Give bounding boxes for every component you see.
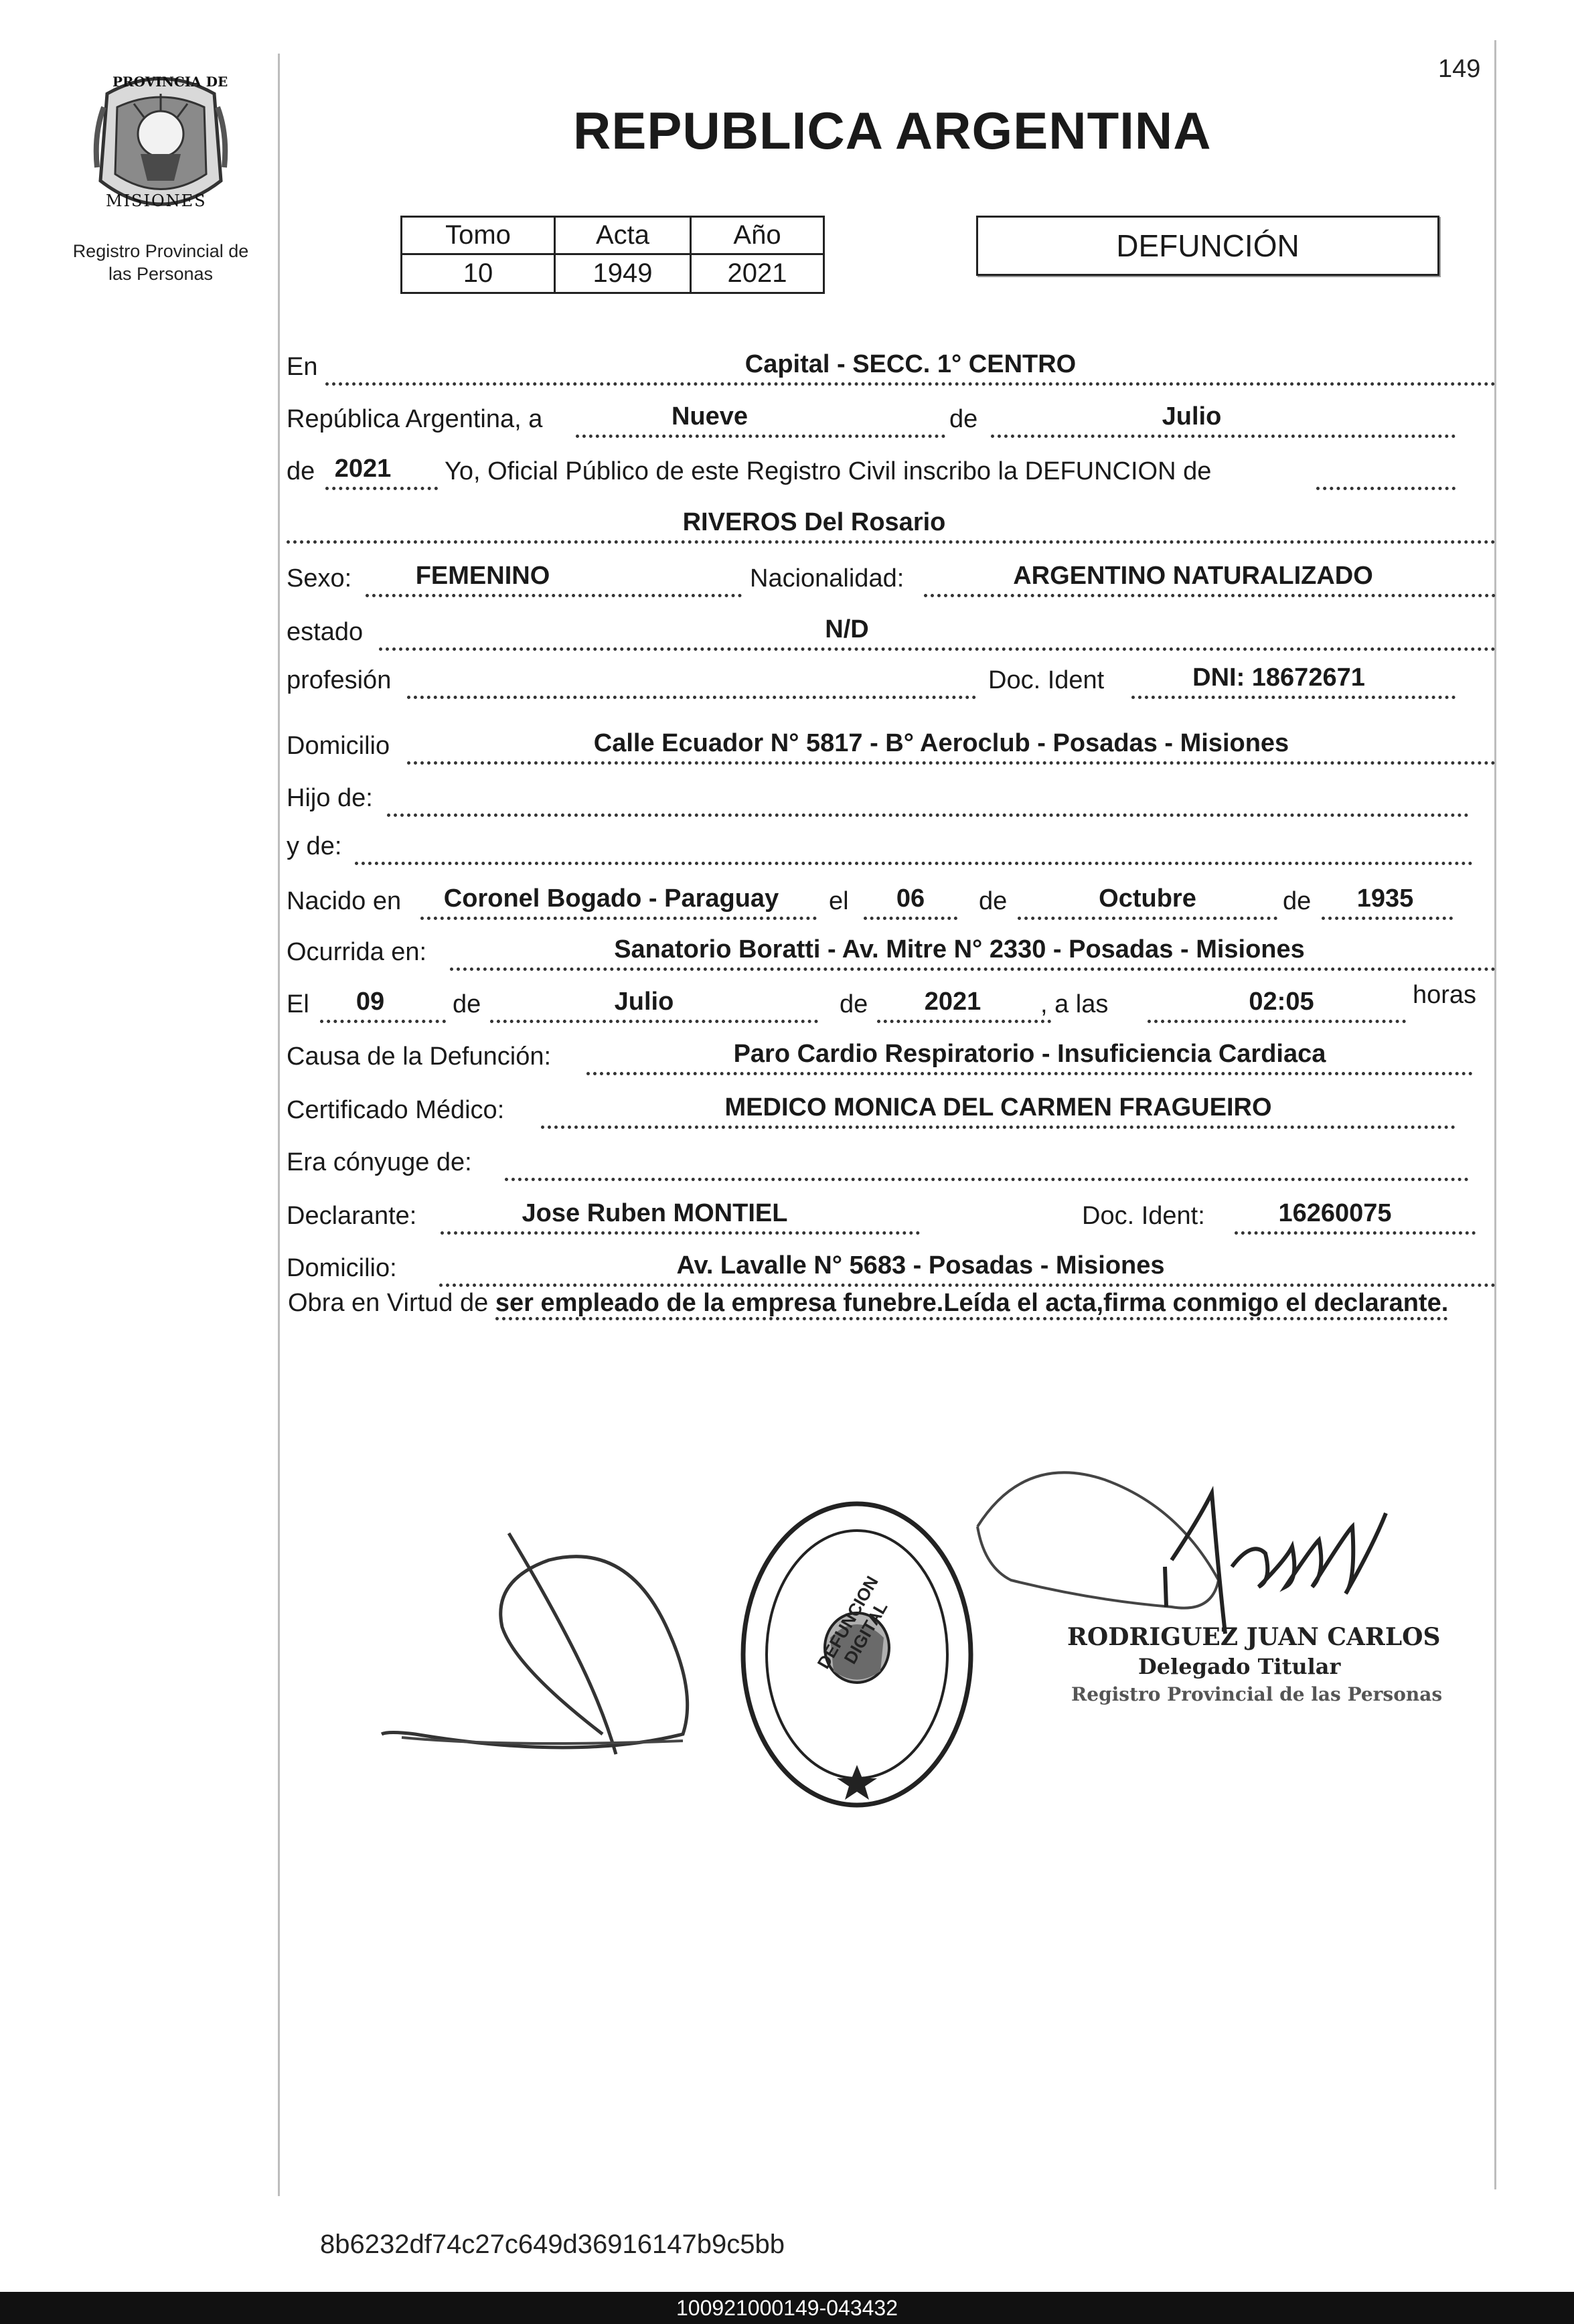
anio-header: Año [691,217,824,254]
birth-de2-label: de [1283,887,1312,915]
page-number: 149 [1438,55,1481,83]
acta-value: 1949 [555,254,691,293]
month-word: Julio [1162,402,1222,431]
declarante-value: Jose Ruben MONTIEL [522,1199,788,1227]
death-time: 02:05 [1249,988,1314,1016]
officer-role: Delegado Titular [1138,1654,1341,1679]
horas-label: horas [1413,981,1477,1009]
birth-year: 1935 [1356,884,1414,913]
declarante-dom-label: Domicilio: [287,1254,397,1282]
row-y-de [287,825,1496,866]
officer-office: Registro Provincial de las Personas [1071,1683,1443,1705]
officer-name: RODRIGUEZ JUAN CARLOS [1067,1623,1441,1651]
registry-label-line2: las Personas [108,264,214,284]
certificado-value: MEDICO MONICA DEL CARMEN FRAGUEIRO [724,1093,1272,1121]
acta-header: Acta [555,217,691,254]
tomo-header: Tomo [402,217,555,254]
death-day: 09 [356,988,385,1016]
de-label: de [949,405,978,433]
seal-inner-text: DEFUNCION DIGITAL [813,1572,892,1673]
y-de-dots [355,862,1473,865]
doc-ident-label: Doc. Ident [988,666,1105,694]
certificado-label: Certificado Médico: [287,1096,505,1124]
row-estado [287,611,1496,652]
row-certificado [287,1089,1496,1130]
ocurrida-label: Ocurrida en: [287,938,427,966]
page-title: REPUBLICA ARGENTINA [573,101,1212,160]
row-ocurrida [287,931,1496,972]
doc-ident-value: DNI: 18672671 [1192,664,1365,692]
declarante-dots [441,1231,920,1235]
registry-label [40,240,281,285]
death-time-dots [1148,1020,1406,1023]
document-hash: 8b6232df74c27c649d36916147b9c5bb [320,2230,785,2259]
name-dots [287,540,1496,544]
record-table [400,216,825,294]
barcode-text: 100921000149-043432 [676,2296,898,2320]
row-hijo-de [287,777,1496,818]
death-de2-label: de [840,990,868,1018]
hijo-de-label: Hijo de: [287,784,373,812]
row-nacido [287,880,1496,921]
el-label: el [829,887,849,915]
republica-label: República Argentina, a [287,405,543,433]
ocurrida-dots [450,967,1496,971]
estado-dots [379,647,1496,651]
El-label: El [287,990,309,1018]
barcode-bar [0,2292,1574,2324]
causa-label: Causa de la Defunción: [287,1042,552,1071]
emblem-text-top: PROVINCIA DE [112,74,228,90]
row-declarante-domicilio [287,1247,1496,1288]
row-causa [287,1035,1496,1077]
document-type-box: DEFUNCIÓN [976,216,1439,276]
ocurrida-value: Sanatorio Boratti - Av. Mitre N° 2330 - Posadas - Misiones [614,935,1305,963]
inscribo-dots [1316,487,1455,490]
declarant-signature [375,1520,710,1774]
nacido-label: Nacido en [287,887,402,915]
estado-value: N/D [825,615,869,643]
death-year: 2021 [924,988,981,1016]
nacido-dots [420,917,817,920]
birth-year-dots [1322,917,1453,920]
row-en [287,345,1496,387]
en-dots [325,382,1496,386]
death-month: Julio [614,988,674,1016]
estado-label: estado [287,618,364,646]
profesion-label: profesión [287,666,392,694]
row-conyuge [287,1141,1496,1182]
declarante-label: Declarante: [287,1202,417,1230]
birth-day-dots [864,917,957,920]
sexo-value: FEMENINO [415,562,550,590]
en-label: En [287,353,318,381]
declarante-doc-label: Doc. Ident: [1082,1202,1205,1230]
deceased-name: RIVEROS Del Rosario [682,508,946,536]
causa-value: Paro Cardio Respiratorio - Insuficiencia Cardiaca [733,1040,1326,1068]
inscribo-text: Yo, Oficial Público de este Registro Civil inscribo la DEFUNCION de [445,457,1212,485]
declarante-dom-value: Av. Lavalle N° 5683 - Posadas - Misiones [676,1251,1165,1280]
row-fecha [287,398,1496,439]
sexo-dots [366,594,742,597]
nacido-value: Coronel Bogado - Paraguay [443,884,779,913]
causa-dots [586,1072,1473,1075]
conyuge-label: Era cónyuge de: [287,1148,472,1176]
a-las-label: , a las [1040,990,1109,1018]
de-year-label: de [287,457,315,485]
domicilio-dots [407,761,1496,765]
obra-text: ser empleado de la empresa funebre.Leída el acta,firma conmigo el declarante. [495,1289,1448,1320]
nacionalidad-dots [924,594,1496,597]
certificado-dots [541,1126,1455,1129]
nacionalidad-value: ARGENTINO NATURALIZADO [1013,562,1373,590]
row-deceased-name [287,503,1496,545]
sexo-label: Sexo: [287,564,352,593]
domicilio-value: Calle Ecuador N° 5817 - B° Aeroclub - Posadas - Misiones [593,729,1289,757]
death-de-label: de [453,990,481,1018]
death-day-dots [320,1020,446,1023]
seal-outer-text [743,1821,971,1822]
left-margin-line [278,54,280,2196]
anio-value: 2021 [691,254,824,293]
declarante-doc-dots [1235,1231,1476,1235]
death-month-dots [490,1020,818,1023]
domicilio-label: Domicilio [287,732,390,760]
birth-day: 06 [896,884,925,913]
birth-month: Octubre [1099,884,1196,913]
row-declarante [287,1194,1496,1236]
y-de-label: y de: [287,832,342,860]
obra-paragraph [288,1284,1494,1322]
month-dots [991,435,1455,438]
conyuge-dots [505,1178,1469,1181]
emblem-text-bottom: MISIONES [106,191,207,210]
row-profesion [287,659,1496,700]
row-inscribo [287,450,1496,491]
nacionalidad-label: Nacionalidad: [750,564,904,593]
birth-month-dots [1018,917,1277,920]
death-year-dots [877,1020,1051,1023]
day-word: Nueve [671,402,749,431]
hijo-de-dots [387,814,1469,817]
doc-ident-dots [1131,696,1455,699]
en-value: Capital - SECC. 1° CENTRO [744,350,1077,378]
registry-label-line1: Registro Provincial de [72,241,249,261]
tomo-value: 10 [402,254,555,293]
declarante-doc-value: 16260075 [1278,1199,1392,1227]
row-fecha-defuncion [287,983,1496,1024]
year-dots [325,487,438,490]
obra-label: Obra en Virtud de [288,1289,489,1317]
day-dots [576,435,945,438]
row-domicilio [287,724,1496,766]
birth-de-label: de [979,887,1008,915]
profesion-dots [407,696,976,699]
year-value: 2021 [334,455,392,483]
row-sexo [287,557,1496,599]
